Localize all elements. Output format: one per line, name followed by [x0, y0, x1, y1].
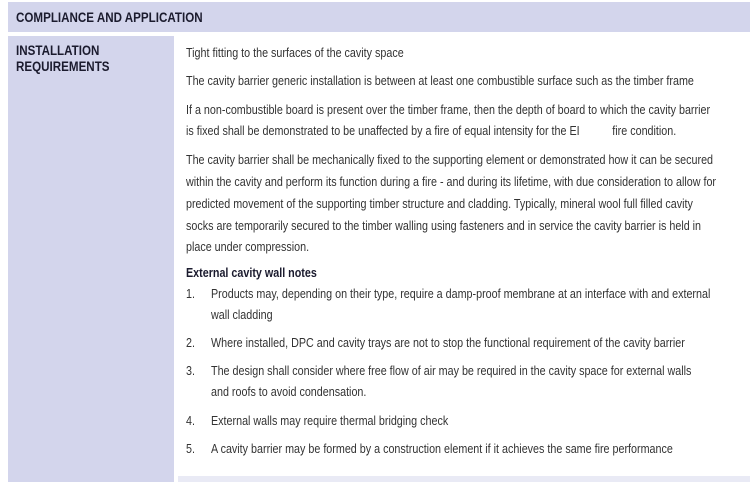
- note-3-line1: The design shall consider where free flow of air may be required in the cavity space for external walls: [211, 364, 692, 378]
- paragraph-3-line2: [186, 120, 676, 142]
- note-2-line1: Where installed, DPC and cavity trays are not to stop the functional requirement of the cavity barrier: [211, 336, 685, 350]
- note-4-line1: External walls may require thermal bridging check: [211, 414, 449, 428]
- paragraph-1: Tight fitting to the surfaces of the cavity space: [186, 46, 404, 60]
- note-5-number: 5.: [186, 442, 195, 456]
- paragraph-4-line3: predicted movement of the supporting timber structure and cladding. Typically, mineral wool full filled cavity: [186, 197, 693, 211]
- row-label-cell: [8, 36, 174, 482]
- compliance-table: [8, 0, 750, 482]
- note-2-number: 2.: [186, 336, 195, 350]
- paragraph-3-line1: If a non-combustible board is present over the timber frame, then the depth of board to which the cavity barrier: [186, 103, 711, 117]
- paragraph-4-line4: socks are temporarily secured to the timber walling using fasteners and in service the cavity barrier is held in: [186, 219, 702, 233]
- note-4-number: 4.: [186, 414, 195, 428]
- paragraph-3-line2-a: is fixed shall be demonstrated to be unaffected by a fire of equal intensity for the EI: [186, 124, 580, 138]
- table-bottom-edge: [178, 476, 750, 482]
- note-1-line2: wall cladding: [211, 308, 273, 322]
- notes-heading: External cavity wall notes: [186, 266, 317, 280]
- row-label-line1: INSTALLATION: [16, 43, 100, 58]
- note-1-number: 1.: [186, 287, 195, 301]
- note-5-line1: A cavity barrier may be formed by a construction element if it achieves the same fire performance: [211, 442, 673, 456]
- paragraph-3-line2-b: fire condition.: [612, 124, 677, 138]
- section-header: [8, 2, 750, 33]
- row-label-line2: REQUIREMENTS: [16, 59, 110, 74]
- note-1-line1: Products may, depending on their type, require a damp-proof membrane at an interface with and external: [211, 287, 711, 301]
- paragraph-4-line1: The cavity barrier shall be mechanically fixed to the supporting element or demonstrated how it can be secured: [186, 153, 714, 167]
- paragraph-2: The cavity barrier generic installation is between at least one combustible surface such as the timber frame: [186, 74, 694, 88]
- section-title: COMPLIANCE AND APPLICATION: [16, 10, 203, 25]
- paragraph-4-line5: place under compression.: [186, 240, 310, 254]
- note-3-line2: and roofs to avoid condensation.: [211, 385, 367, 399]
- paragraph-4-line2: within the cavity and perform its function during a fire - and during its lifetime, with due consideration to allow for: [186, 175, 717, 189]
- row-label: [16, 43, 154, 75]
- row-content-cell: [178, 36, 750, 482]
- note-3-number: 3.: [186, 364, 195, 378]
